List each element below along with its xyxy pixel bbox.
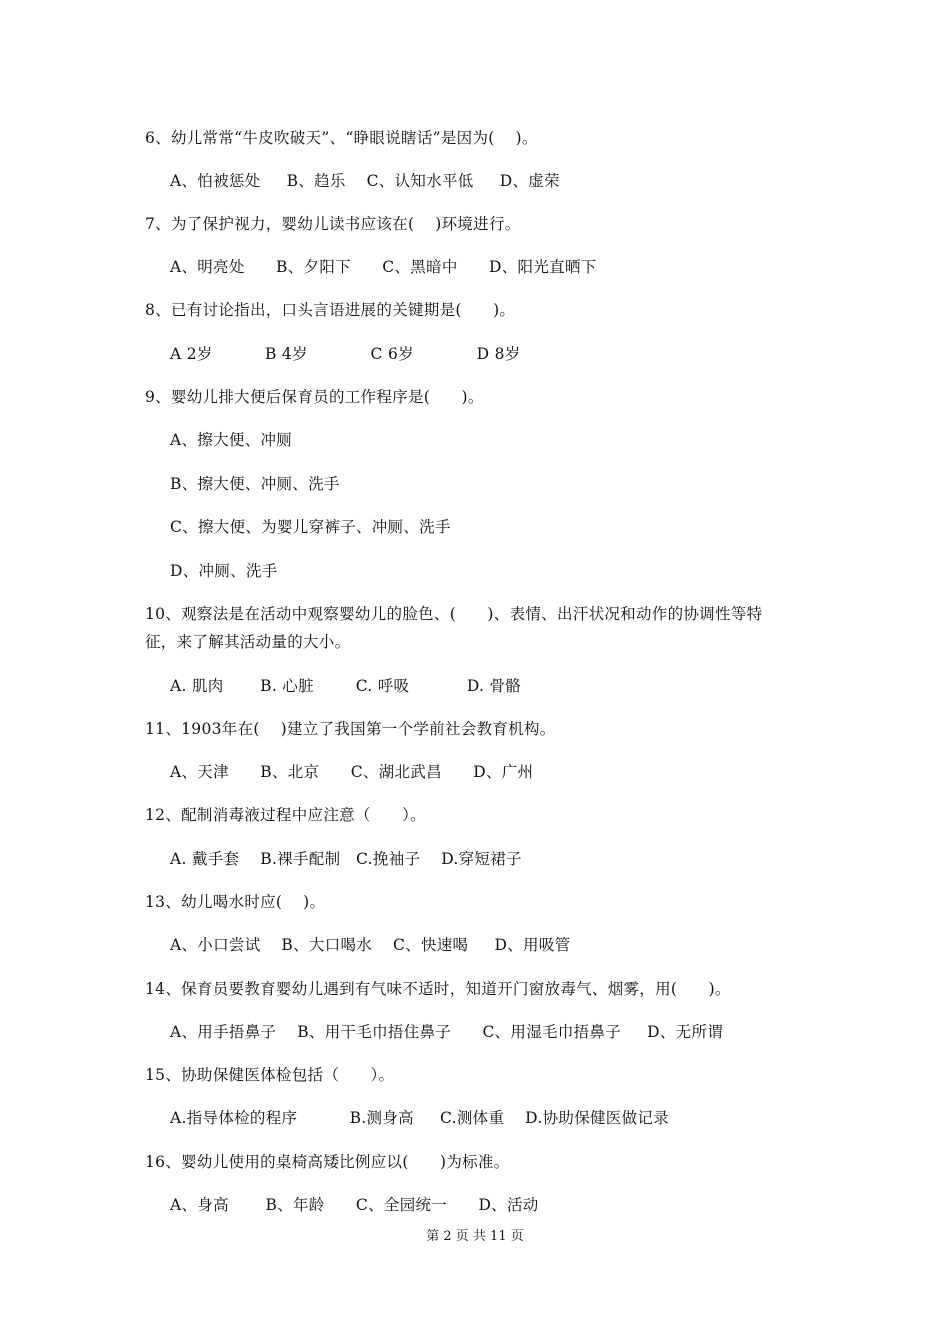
question-15: 15、协助保健医体检包括（ ）。: [145, 1066, 395, 1084]
question-13-options: A、小口尝试 B、大口喝水 C、快速喝 D、用吸管: [170, 936, 571, 954]
question-10-options: A. 肌肉 B. 心脏 C. 呼吸 D. 骨骼: [170, 677, 522, 695]
question-9-option-a: A、擦大便、冲厕: [170, 431, 293, 449]
question-16-options: A、身高 B、年龄 C、全园统一 D、活动: [170, 1196, 539, 1214]
question-7-options: A、明亮处 B、夕阳下 C、黑暗中 D、阳光直晒下: [170, 258, 597, 276]
question-10: 10、观察法是在活动中观察婴幼儿的脸色、( )、表情、出汗状况和动作的协调性等特: [145, 605, 763, 623]
question-15-options: A.指导体检的程序 B.测身高 C.测体重 D.协助保健医做记录: [170, 1109, 669, 1127]
question-14-options: A、用手捂鼻子 B、用干毛巾捂住鼻子 C、用湿毛巾捂鼻子 D、无所谓: [170, 1023, 724, 1041]
page-footer: 第 2 页 共 11 页: [426, 1229, 524, 1244]
question-11: 11、1903年在( )建立了我国第一个学前社会教育机构。: [145, 720, 556, 738]
question-9: 9、婴幼儿排大便后保育员的工作程序是( )。: [145, 388, 484, 406]
question-16: 16、婴幼儿使用的桌椅高矮比例应以( )为标准。: [145, 1153, 510, 1171]
question-9-option-b: B、擦大便、冲厕、洗手: [170, 475, 340, 493]
question-12-options: A. 戴手套 B.裸手配制 C.挽袖子 D.穿短裙子: [170, 850, 522, 868]
question-6: 6、幼儿常常“牛皮吹破天”、“睁眼说瞎话”是因为( )。: [145, 129, 538, 147]
question-11-options: A、天津 B、北京 C、湖北武昌 D、广州: [170, 763, 534, 781]
question-10-continued: 征，来了解其活动量的大小。: [145, 633, 351, 651]
question-8-options: A 2岁 B 4岁 C 6岁 D 8岁: [170, 345, 521, 363]
question-12: 12、配制消毒液过程中应注意（ ）。: [145, 806, 426, 824]
question-7: 7、为了保护视力，婴幼儿读书应该在( )环境进行。: [145, 215, 521, 233]
question-9-option-c: C、擦大便、为婴儿穿裤子、冲厕、洗手: [170, 518, 451, 536]
question-9-option-d: D、冲厕、洗手: [170, 562, 278, 580]
question-6-options: A、怕被惩处 B、趋乐 C、认知水平低 D、虚荣: [170, 172, 560, 190]
question-13: 13、幼儿喝水时应( )。: [145, 893, 326, 911]
question-8: 8、已有讨论指出，口头言语进展的关键期是( )。: [145, 301, 516, 319]
question-14: 14、保育员要教育婴幼儿遇到有气味不适时，知道开门窗放毒气、烟雾，用( )。: [145, 980, 731, 998]
